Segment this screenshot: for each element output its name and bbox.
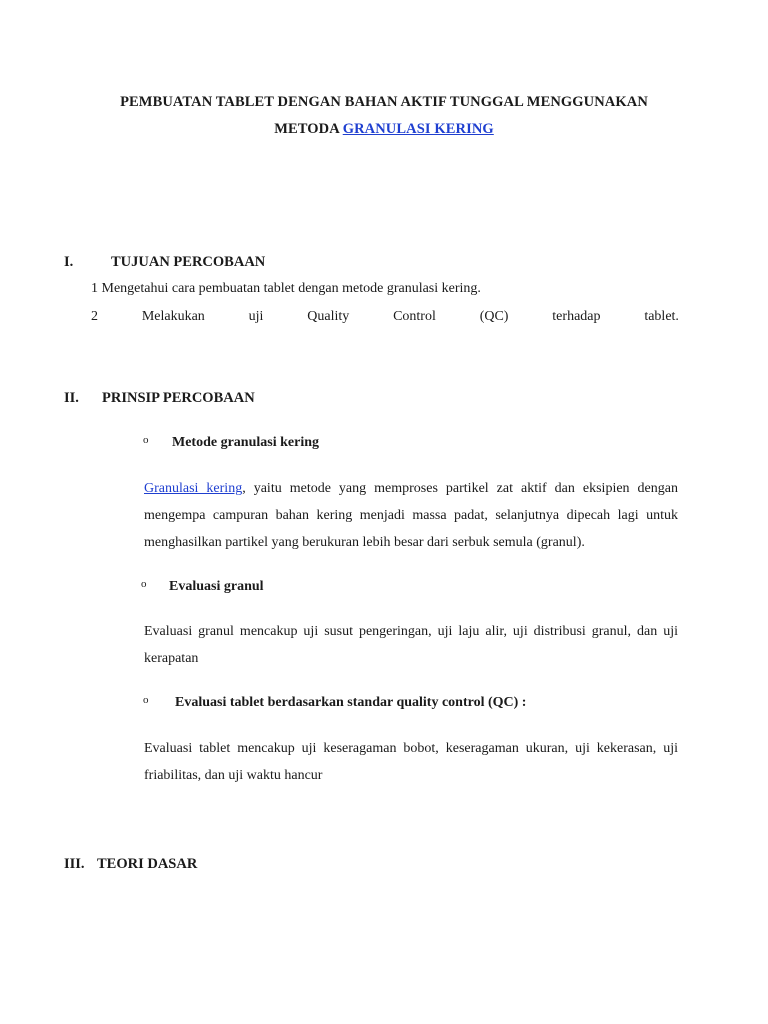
- sub1-heading: Metode granulasi kering: [172, 435, 319, 450]
- section3-heading: TEORI DASAR: [97, 856, 198, 872]
- item2-word: Control: [393, 309, 436, 324]
- granulasi-kering-link[interactable]: Granulasi kering: [144, 481, 243, 496]
- sub2-paragraph: Evaluasi granul mencakup uji susut pengeringan, uji laju alir, uji distribusi granul, dan uji kerapatan: [144, 624, 678, 666]
- document-title-line1: PEMBUATAN TABLET DENGAN BAHAN AKTIF TUNGGAL MENGGUNAKAN: [120, 94, 648, 110]
- bullet-circle-icon: o: [141, 578, 147, 590]
- sub1-paragraph: [144, 475, 678, 556]
- title-prefix: METODA: [274, 121, 343, 137]
- sub3-paragraph: Evaluasi tablet mencakup uji keseragaman bobot, keseragaman ukuran, uji kekerasan, uji friabilitas, dan uji waktu hancur: [144, 741, 678, 783]
- sub1-text: , yaitu metode yang memproses partikel zat aktif dan eksipien dengan mengempa campuran bahan kering menjadi massa padat, selanjutnya dipecah lagi untuk menghasilkan partikel yang berukuran lebih besar dari serbuk semula (granul).: [144, 481, 678, 550]
- section2-heading: PRINSIP PERCOBAAN: [102, 390, 255, 406]
- section3-number: III.: [64, 856, 85, 872]
- document-title-line2: [0, 121, 768, 138]
- section1-item1: 1 Mengetahui cara pembuatan tablet dengan metode granulasi kering.: [91, 281, 481, 296]
- item2-word: Quality: [307, 309, 350, 324]
- bullet-circle-icon: o: [143, 434, 149, 446]
- section1-heading: TUJUAN PERCOBAAN: [111, 254, 266, 270]
- sub2-heading: Evaluasi granul: [169, 579, 264, 594]
- section1-number: I.: [64, 254, 74, 270]
- item2-word: 2: [91, 309, 98, 324]
- item2-word: (QC): [479, 309, 509, 324]
- section2-number: II.: [64, 390, 79, 406]
- title-link-granulasi-kering[interactable]: GRANULASI KERING: [342, 121, 494, 137]
- bullet-circle-icon: o: [143, 694, 149, 706]
- item2-word: tablet.: [644, 309, 679, 324]
- item2-word: Melakukan: [141, 309, 205, 324]
- section1-item2: [91, 309, 679, 325]
- item2-word: terhadap: [552, 309, 601, 324]
- sub3-heading: Evaluasi tablet berdasarkan standar quality control (QC) :: [175, 695, 527, 710]
- item2-word: uji: [248, 309, 264, 324]
